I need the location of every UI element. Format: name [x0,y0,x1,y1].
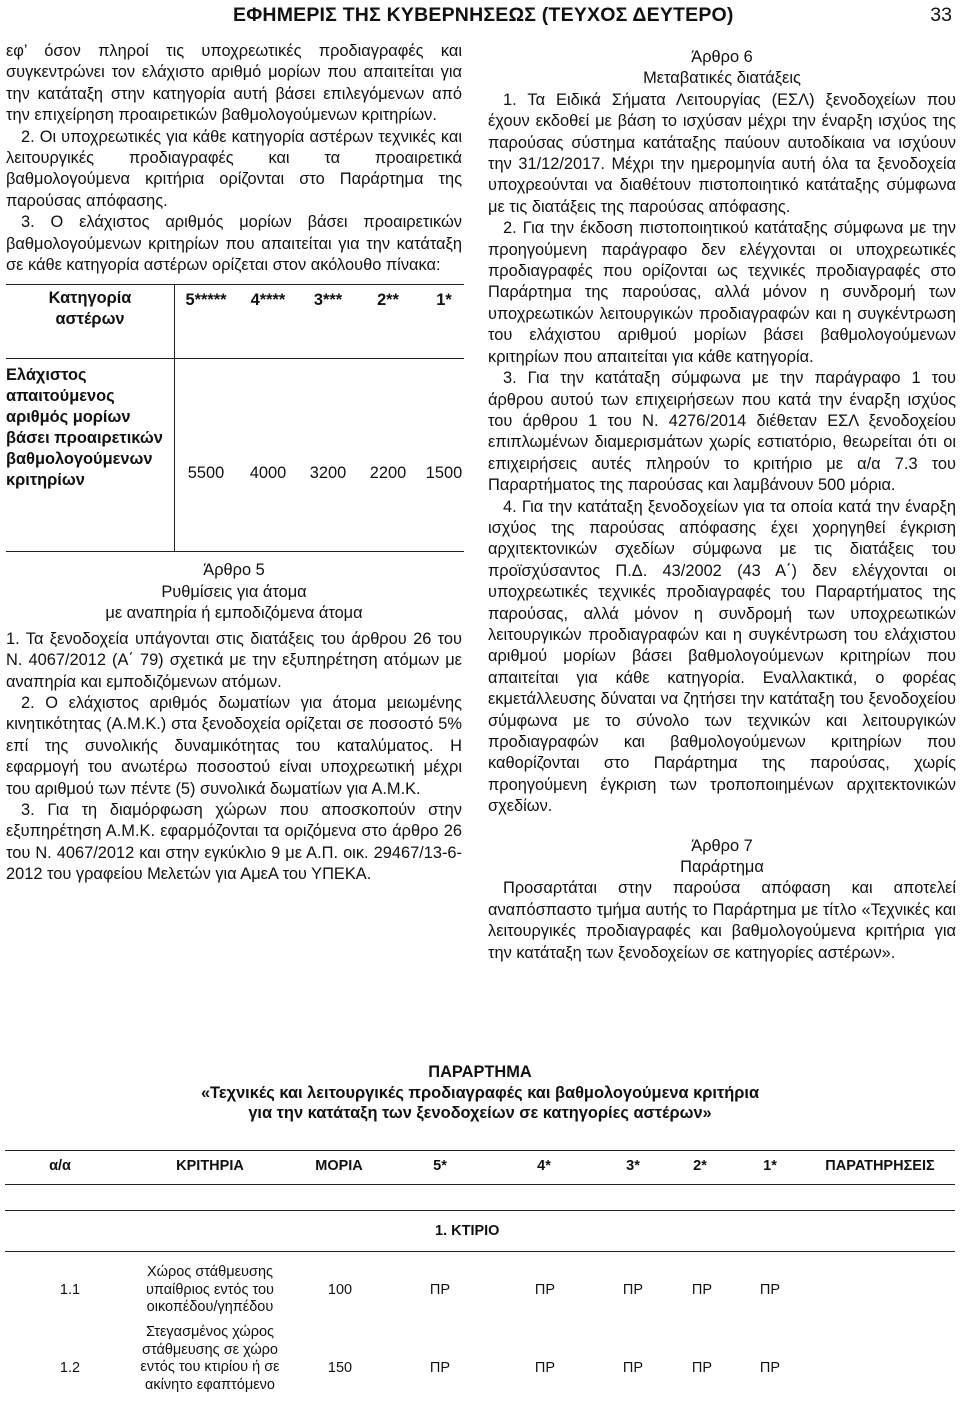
annex-title-line-1: «Τεχνικές και λειτουργικές προδιαγραφές και βαθμολογούμενα κριτήρια [200,1083,760,1102]
article-6-paragraph-1: 1. Τα Ειδικά Σήματα Λειτουργίας (ΕΣΛ) ξενοδοχείων που έχουν εκδοθεί με βάση το ισχύσαν μέχρι την έναρξη ισχύος της παρούσας σύστημα κατάταξης παύουν αυτοδίκαια να ισχύουν την 31/12/2017. Μέχρι την ημερομηνία αυτή όλα τα ξενοδοχεία υποχρεούνται να διαθέτουν πιστοποιητικό κατάταξης σύμφωνα με τις διατάξεις της παρούσας απόφασης. [488,90,956,216]
paragraph-3: 3. Ο ελάχιστος αριθμός μορίων βάσει προαιρετικών βαθμολογούμενων κριτηρίων που απαιτείται για την κατάταξη σε κάθε κατηγορία αστέρων ορίζεται στον ακόλουθο πίνακα: [6,213,462,275]
table-rule-header [5,1184,955,1185]
col-header-3-stars: 3* [626,1158,640,1174]
col-header-1-star: 1* [763,1158,777,1174]
col-header-points: ΜΟΡΙΑ [315,1158,363,1174]
paragraph-2: 2. Οι υποχρεωτικές για κάθε κατηγορία αστέρων τεχνικές και λειτουργικές προδιαγραφές και τα προαιρετικά βαθμολογούμενα κριτήρια ορίζονται στο Παράρτημα της παρούσας απόφασης. [6,127,462,210]
table-rule-section-top [5,1210,955,1211]
table-divider-horizontal [6,358,464,359]
row-1-2-2-stars: ΠΡ [691,1360,713,1376]
gazette-title: ΕΦΗΜΕΡΙΣ ΤΗΣ ΚΥΒΕΡΝΗΣΕΩΣ (ΤΕΥΧΟΣ ΔΕΥΤΕΡΟ) [233,4,734,26]
row-1-1-4-stars: ΠΡ [534,1282,556,1298]
article-5-paragraph-1: 1. Τα ξενοδοχεία υπάγονται στις διατάξεις του άρθρου 26 του Ν. 4067/2012 (Α΄ 79) σχετικά με την εξυπηρέτηση ατόμων με αναπηρία και εμποδιζόμενων ατόμων. [6,629,462,691]
table-rule-top [5,1150,955,1151]
annex-title-line-2: για την κατάταξη των ξενοδοχείων σε κατηγορίες αστέρων» [248,1104,712,1122]
row-1-1-3-stars: ΠΡ [622,1282,644,1298]
article-6-paragraph-4: 4. Για την κατάταξη ξενοδοχείων για τα οποία κατά την έναρξη ισχύος της παρούσας απόφασης έχει χορηγηθεί έγκριση αρχιτεκτονικών σχεδίων σύμφωνα με τις διατάξεις του προϊσχύσαντος Π.Δ. 43/2002 (43 Α΄) δεν ελέγχονται οι υποχρεωτικές τεχνικές προδιαγραφές του Παραρτήματος της παρούσας, αλλά μόνον η συνδρομή των υποχρεωτικών λειτουργικών προδιαγραφών και η συγκέντρωση του ελάχιστου αριθμού μορίων βάσει βαθμολογούμενων κριτηρίων που απαιτείται για κάθε κατηγορία. Εναλλακτικά, ο φορέας εκμετάλλευσης δύναται να ζητήσει την κατάταξη του ξενοδοχείου σύμφωνα με το σύνολο των τεχνικών και λειτουργικών προδιαγραφών και βαθμολογούμενων κριτηρίων που καθορίζονται στο Παράρτημα της παρούσας, χωρίς προηγούμενη έγκριση των τροποποιημένων αρχιτεκτονικών σχεδίων. [488,497,956,816]
article-6-paragraph-3: 3. Για την κατάταξη σύμφωνα με την παράγραφο 1 του άρθρου αυτού των επιχειρήσεων που κατά την έναρξη ισχύος του άρθρου 1 του Ν. 4276/2014 διέθεταν ΕΣΛ ξενοδοχείου επιπλωμένων διαμερισμάτων χωρίς εστιατόριο, θεωρείται ότι οι επιχειρήσεις αυτές πληρούν το κριτήριο με α/α 7.3 του Παραρτήματος της παρούσας και λαμβάνουν 500 μόρια. [488,369,956,495]
annex-criteria-table [5,1150,955,1417]
category-header: Κατηγορία αστέρων [48,289,132,329]
stars-value-4: 4000 [249,464,287,483]
stars-header-1: 1* [436,291,452,310]
row-1-2-criterion: Στεγασμένος χώρος στάθμευσης σε χώρο εντός του κτιρίου ή σε ακίνητο εφαπτόμενο [140,1324,280,1393]
stars-header-2: 2** [377,291,399,310]
row-1-1-points: 100 [327,1282,353,1298]
table-divider-vertical [174,285,175,551]
article-5-heading: Άρθρο 5 [203,561,265,580]
stars-value-5: 5500 [187,464,225,483]
article-5-title-2: με αναπηρία ή εμποδιζόμενα άτομα [105,604,363,623]
col-header-criteria: ΚΡΙΤΗΡΙΑ [176,1158,244,1174]
row-1-1-2-stars: ΠΡ [691,1282,713,1298]
row-1-1-5-stars: ΠΡ [429,1282,451,1298]
col-header-5-stars: 5* [433,1158,447,1174]
article-7-title: Παράρτημα [680,858,764,877]
article-7-heading: Άρθρο 7 [691,836,753,855]
row-1-2-3-stars: ΠΡ [622,1360,644,1376]
right-column [488,47,956,964]
stars-header-4: 4**** [250,291,286,310]
stars-header-3: 3*** [313,291,343,310]
article-6-heading: Άρθρο 6 [691,48,753,66]
article-7-paragraph-1: Προσαρτάται στην παρούσα απόφαση και αποτελεί αναπόσπαστο τμήμα αυτής το Παράρτημα με τίτλο «Τεχνικές και λειτουργικές προδιαγραφές και βαθμολογούμενα κριτήρια για την κατάταξη των ξενοδοχείων σε κατηγορίες αστέρων». [488,879,956,962]
col-header-id: α/α [49,1158,71,1174]
article-6-paragraph-2: 2. Για την έκδοση πιστοποιητικού κατάταξης σύμφωνα με την προηγούμενη παράγραφο δεν ελέγχονται οι υποχρεωτικές προδιαγραφές που ορίζονται ως τεχνικές προδιαγραφές στο Παράρτημα της παρούσας, αλλά μόνον η συνδρομή των υποχρεωτικών λειτουργικών προδιαγραφών και η συγκέντρωση του ελάχιστου αριθμού μορίων βάσει βαθμολογούμενων κριτηρίων που απαιτείται για κάθε κατηγορία. [488,219,956,366]
article-5-title-1: Ρυθμίσεις για άτομα [161,582,307,601]
row-1-2-id: 1.2 [59,1360,81,1376]
article-6-title: Μεταβατικές διατάξεις [643,69,801,88]
row-1-2-4-stars: ΠΡ [534,1360,556,1376]
stars-header-5: 5***** [185,291,227,310]
article-5-paragraph-3: 3. Για τη διαμόρφωση χώρων που αποσκοπούν στην εξυπηρέτηση Α.Μ.Κ. εφαρμόζονται τα οριζόμενα στο άρθρο 26 του Ν. 4067/2012 και στην εγκύκλιο 9 με Α.Π. οικ. 29467/13-6-2012 του γραφείου Μελετών για ΑμεΑ του ΥΠΕΚΑ. [6,800,462,884]
min-points-label: Ελάχιστος απαιτούμενος αριθμός μορίων βάσει προαιρετικών βαθμολογούμενων κριτηρίων [6,366,163,490]
row-1-2-5-stars: ΠΡ [429,1360,451,1376]
article-5-paragraph-2: 2. Ο ελάχιστος αριθμός δωματίων για άτομα μειωμένης κινητικότητας (Α.Μ.Κ.) στα ξενοδοχεία ορίζεται σε ποσοστό 5% επί της συνολικής δυναμικότητας του καταλύματος. Η εφαρμογή του ανωτέρω ποσοστού είναι υποχρεωτική μέχρι του αριθμού των πέντε (5) συνολικά δωματίων για Α.Μ.Κ. [6,693,462,798]
row-1-1-1-star: ΠΡ [759,1282,781,1298]
left-column [6,41,462,886]
row-1-1-id: 1.1 [59,1282,81,1298]
stars-points-table [6,284,464,552]
annex-title-block [0,1062,960,1124]
stars-value-3: 3200 [309,464,347,483]
col-header-4-stars: 4* [537,1158,551,1174]
section-building: 1. ΚΤΙΡΙΟ [435,1223,500,1239]
annex-heading: ΠΑΡΑΡΤΗΜΑ [428,1063,532,1081]
row-1-1-criterion: Χώρος στάθμευσης υπαίθριος εντός του οικοπέδου/γηπέδου [146,1264,274,1315]
col-header-2-stars: 2* [693,1158,707,1174]
stars-value-1: 1500 [425,464,463,483]
page-header [0,0,960,34]
col-header-notes: ΠΑΡΑΤΗΡΗΣΕΙΣ [825,1158,935,1174]
page-number: 33 [930,4,952,26]
row-1-2-points: 150 [327,1360,353,1376]
paragraph-continuation: εφ’ όσον πληροί τις υποχρεωτικές προδιαγραφές και συγκεντρώνει τον ελάχιστο αριθμό μορίων που απαιτείται για την κατάταξη στην κατηγορία αυτή βάσει επιλεγόμενων από την επιχείρηση προαιρετικών βαθμολογούμενων κριτηρίων. [6,42,462,125]
stars-value-2: 2200 [369,464,407,483]
row-1-2-1-star: ΠΡ [759,1360,781,1376]
table-rule-section-bottom [5,1251,955,1252]
